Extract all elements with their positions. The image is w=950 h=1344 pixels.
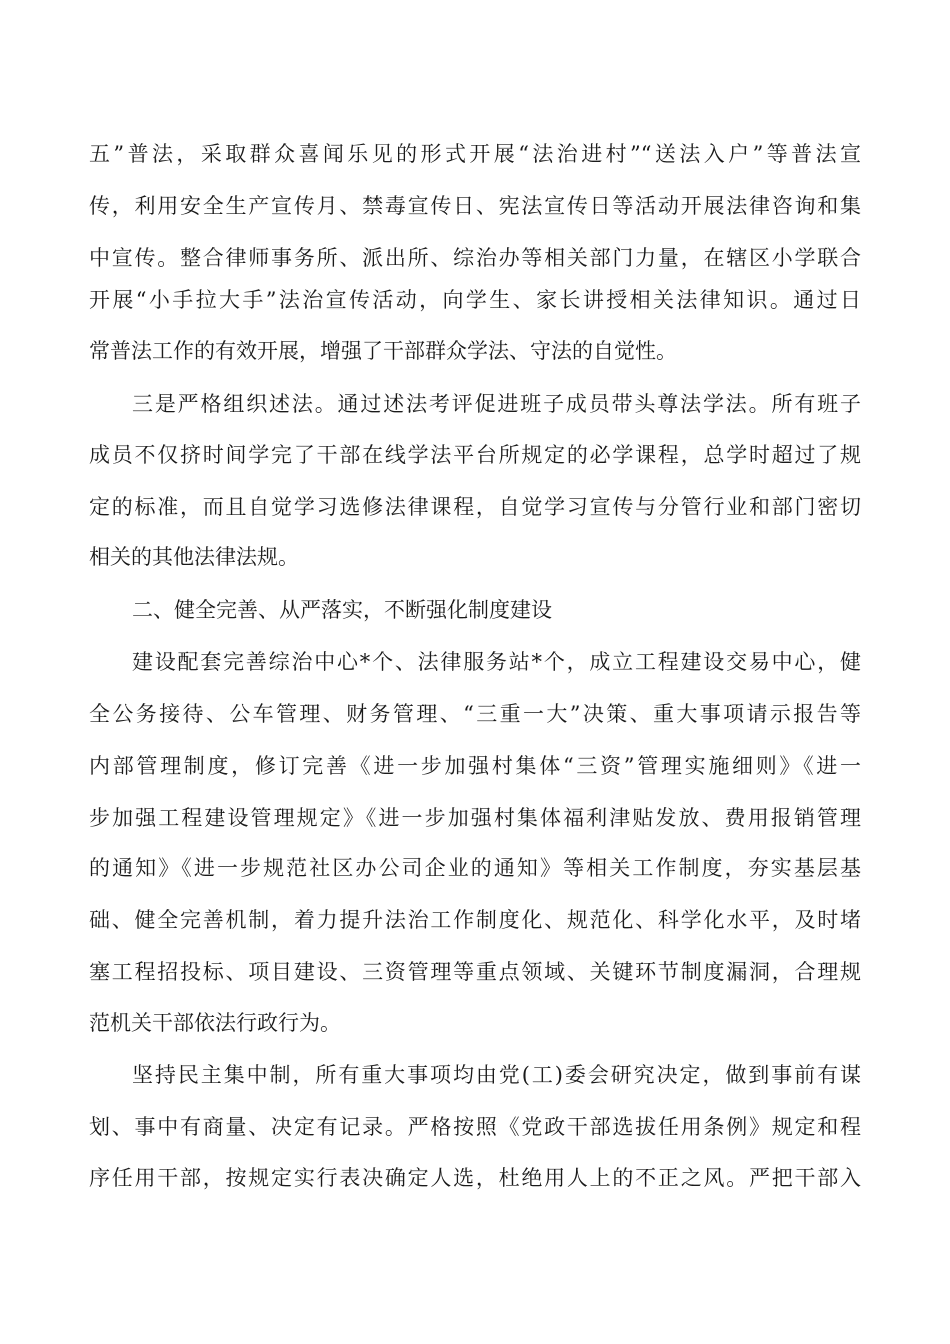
paragraph-first-line: 三是严格组织述法。通过述法考评促进班子成员带头尊法学法。所有班子: [132, 392, 861, 416]
text-line: 常普法工作的有效开展，增强了干部群众学法、守法的自觉性。: [89, 339, 677, 363]
text-line: 内部管理制度，修订完善《进一步加强村集体“三资”管理实施细则》《进一: [89, 754, 861, 778]
text-line: 划、事中有商量、决定有记录。严格按照《党政干部选拔任用条例》规定和程: [89, 1115, 861, 1139]
text-line: 序任用干部，按规定实行表决确定人选，杜绝用人上的不正之风。严把干部入: [89, 1166, 861, 1190]
text-line: 成员不仅挤时间学完了干部在线学法平台所规定的必学课程，总学时超过了规: [89, 443, 861, 467]
section-heading: 二、健全完善、从严落实，不断强化制度建设: [132, 598, 552, 622]
paragraph-first-line: 建设配套完善综治中心*个、法律服务站*个，成立工程建设交易中心，健: [132, 650, 861, 674]
text-line: 塞工程招投标、项目建设、三资管理等重点领域、关键环节制度漏洞，合理规: [89, 960, 861, 984]
text-line: 传，利用安全生产宣传月、禁毒宣传日、宪法宣传日等活动开展法律咨询和集: [89, 194, 861, 218]
text-line: 步加强工程建设管理规定》《进一步加强村集体福利津贴发放、费用报销管理: [89, 806, 861, 830]
text-line: 定的标准，而且自觉学习选修法律课程，自觉学习宣传与分管行业和部门密切: [89, 495, 861, 519]
text-line: 范机关干部依法行政行为。: [89, 1011, 341, 1035]
text-line: 中宣传。整合律师事务所、派出所、综治办等相关部门力量，在辖区小学联合: [89, 246, 861, 270]
paragraph-first-line: 坚持民主集中制，所有重大事项均由党(工)委会研究决定，做到事前有谋: [132, 1063, 861, 1087]
text-line: 开展“小手拉大手”法治宣传活动，向学生、家长讲授相关法律知识。通过日: [89, 288, 861, 312]
text-line: 全公务接待、公车管理、财务管理、“三重一大”决策、重大事项请示报告等: [89, 702, 861, 726]
text-line: 的通知》《进一步规范社区办公司企业的通知》等相关工作制度，夯实基层基: [89, 856, 861, 880]
text-line: 础、健全完善机制，着力提升法治工作制度化、规范化、科学化水平，及时堵: [89, 908, 861, 932]
text-line: 相关的其他法律法规。: [89, 545, 299, 569]
text-line: 五”普法，采取群众喜闻乐见的形式开展“法治进村”“送法入户”等普法宣: [89, 142, 861, 166]
